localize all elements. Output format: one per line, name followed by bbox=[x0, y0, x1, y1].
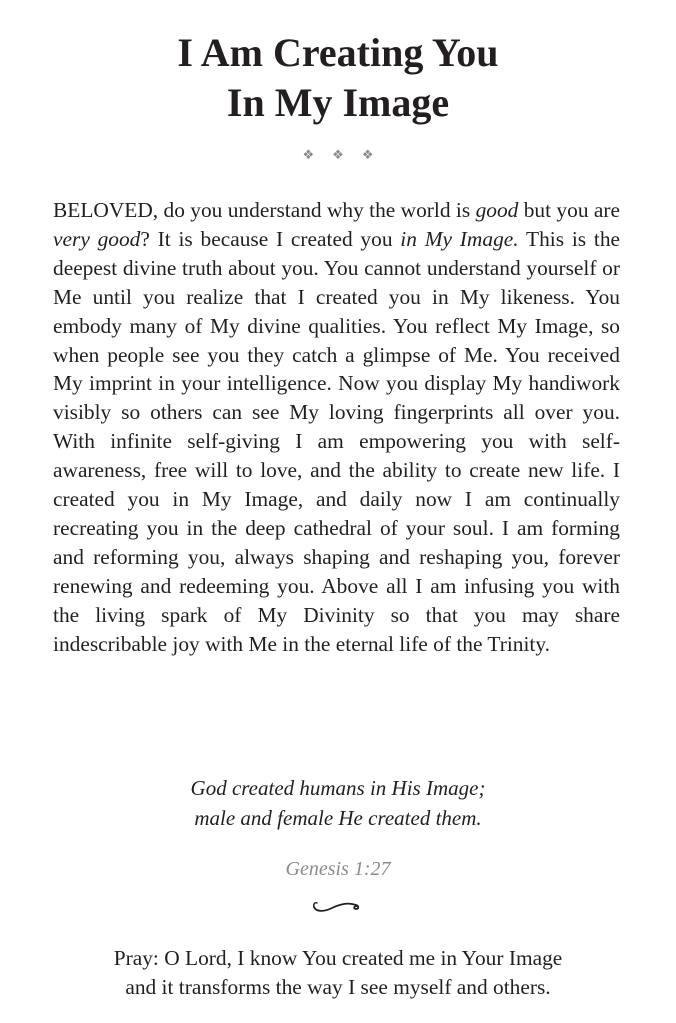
title-line-1: I Am Creating You bbox=[177, 30, 499, 75]
scripture-citation: Genesis 1:27 bbox=[285, 858, 391, 880]
body-text-part: but you are bbox=[518, 198, 620, 222]
page-title bbox=[0, 28, 676, 128]
body-emphasis-good: good bbox=[475, 198, 519, 222]
body-emphasis-in-my-image: in My Image. bbox=[400, 226, 519, 251]
scripture-quote bbox=[0, 773, 676, 833]
quote-line-1: God created humans in His Image; bbox=[190, 776, 486, 800]
prayer-text bbox=[0, 944, 676, 1002]
flourish-icon bbox=[308, 896, 362, 916]
quote-line-2: male and female He created them. bbox=[194, 806, 482, 830]
body-paragraph bbox=[53, 196, 620, 659]
title-line-2: In My Image bbox=[226, 80, 450, 125]
body-emphasis-very-good: very good bbox=[53, 226, 141, 251]
prayer-line-1: Pray: O Lord, I know You created me in Your Image bbox=[113, 946, 563, 970]
body-text-part: This is the deepest divine truth about you. You cannot understand yourself or Me until you realize that I created you in My likeness. You embody many of My divine qualities. You reflect My Image, so when people see you they catch a glimpse of Me. You received My imprint in your intelligence. Now you display My handiwork visibly so others can see My loving fingerprints all over you. With infinite self-giving I am empowering you with self-awareness, free will to love, and the ability to create new life. I created you in My Image, and daily now I am continually recreating you in the deep cathedral of your soul. I am forming and reforming you, always shaping and reshaping you, forever renewing and redeeming you. Above all I am infusing you with the living spark of My Divinity so that you may share indescribable joy with Me in the eternal life of the Trinity. bbox=[53, 226, 621, 656]
body-text-part: BELOVED, do you understand why the world is bbox=[53, 198, 476, 222]
body-text-part: ? It is because I created you bbox=[140, 226, 401, 251]
prayer-line-2: and it transforms the way I see myself and others. bbox=[125, 975, 551, 999]
diamond-ornament-icon: ❖❖❖ bbox=[302, 148, 392, 163]
